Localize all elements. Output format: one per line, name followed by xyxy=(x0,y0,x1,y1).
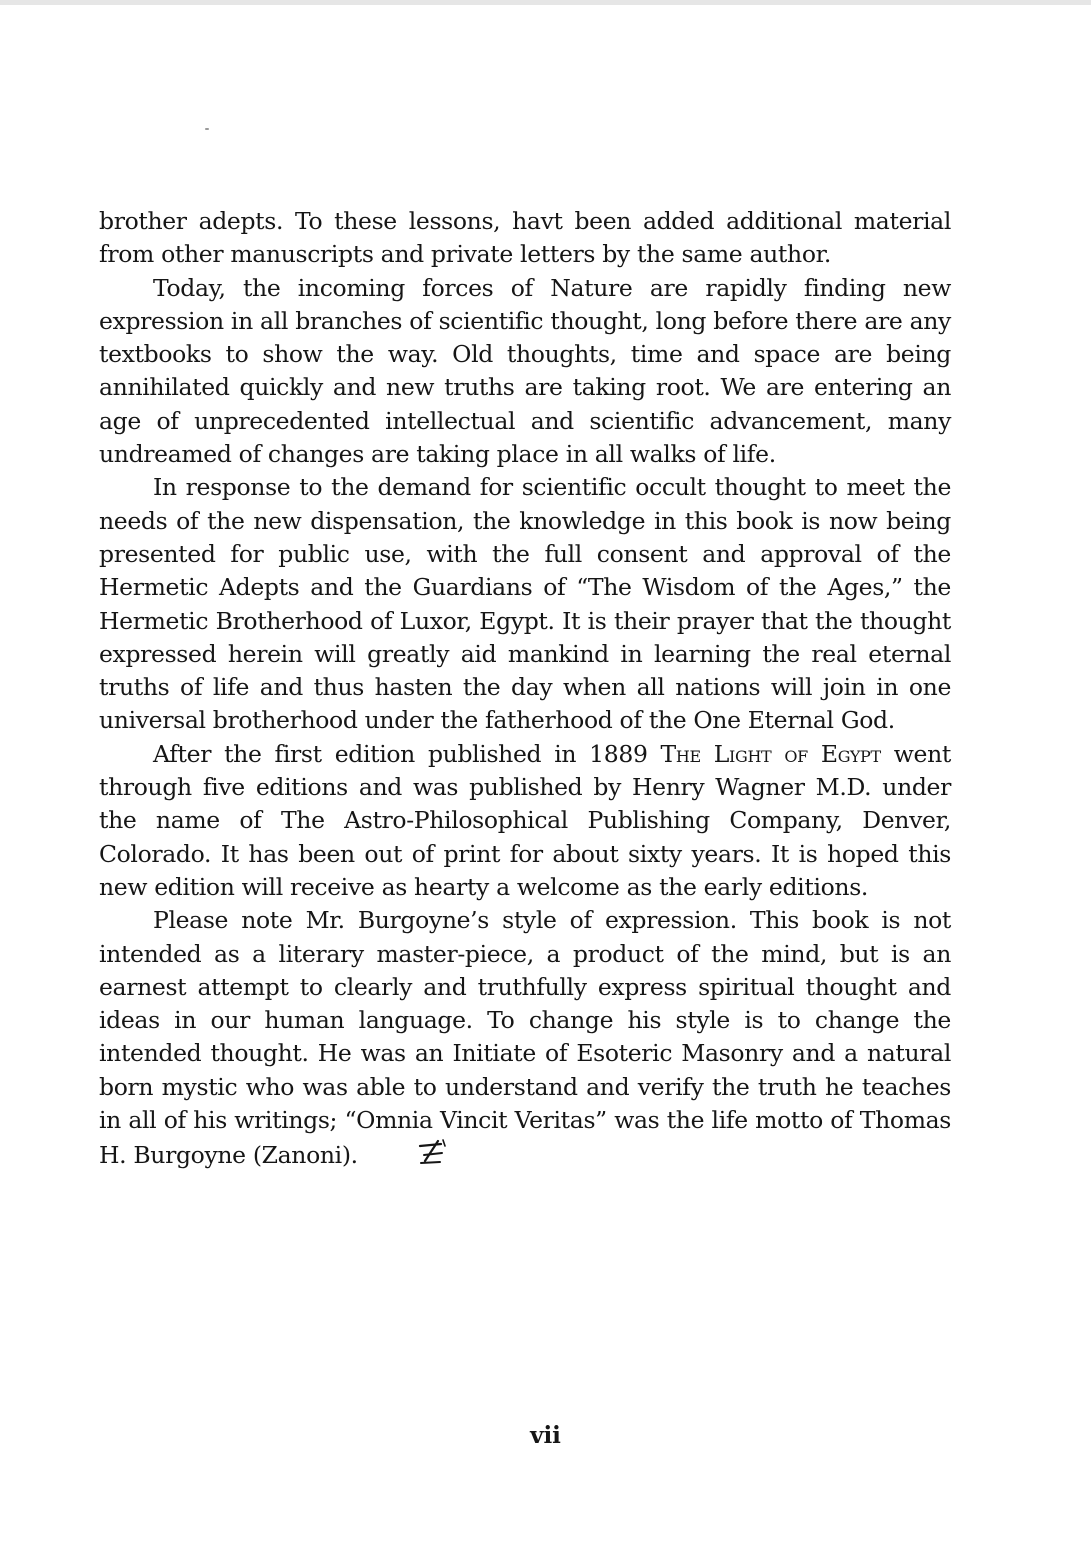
body-text xyxy=(99,205,951,1177)
book-title: The Light of Egypt xyxy=(660,739,881,768)
paragraph-1: brother adepts. To these lessons, havt been added additional material from other manuscripts and private letters by the same author. xyxy=(99,207,951,269)
paragraph-3: In response to the demand for scientific occult thought to meet the needs of the new dispensation, the knowledge in this book is now being presented for public use, with the full consent and approval of the Hermetic Adepts and the Guardians of “The Wisdom of the Ages,” the Hermetic Brotherhood of Luxor, Egypt. It is their prayer that the thought expressed herein will greatly aid mankind in learning the real eternal truths of life and thus hasten the day when all nations will join in one universal brotherhood under the fatherhood of the One Eternal God. xyxy=(99,473,951,735)
hermetic-sigil-icon xyxy=(362,1137,448,1176)
paragraph-5-text: Please note Mr. Burgoyne’s style of expression. This book is not intended as a literary master-piece, a product of the mind, but is an earnest attempt to clearly and truthfully express spiritual thought and ideas in our human language. To change his style is to change the intended thought. He was an Initiate of Esoteric Masonry and a natural born mystic who was able to understand and verify the truth he teaches in all of his writings; “Omnia Vincit Veritas” was the life motto of Thomas H. Burgoyne (Zanoni). xyxy=(99,906,951,1170)
ink-speck xyxy=(205,128,209,130)
paragraph-4-lead: After the first edition published in 1889 xyxy=(153,739,661,768)
paragraph-2: Today, the incoming forces of Nature are rapidly finding new expression in all branches of scientific thought, long before there are any textbooks to show the way. Old thoughts, time and space are being annihilated quickly and new truths are taking root. We are entering an age of unprecedented intellectual and scientific advancement, many undreamed of changes are taking place in all walks of life. xyxy=(99,273,951,469)
paragraph-4 xyxy=(99,738,951,904)
paragraph-4-rest: went through five editions and was published by Henry Wagner M.D. under the name of The Astro-Philosophical Publishing Company, Denver, Colorado. It has been out of print for about sixty years. It is hoped this new edition will receive as hearty a welcome as the early editions. xyxy=(99,739,951,901)
page-number: vii xyxy=(530,1422,561,1449)
paragraph-5 xyxy=(99,904,951,1176)
